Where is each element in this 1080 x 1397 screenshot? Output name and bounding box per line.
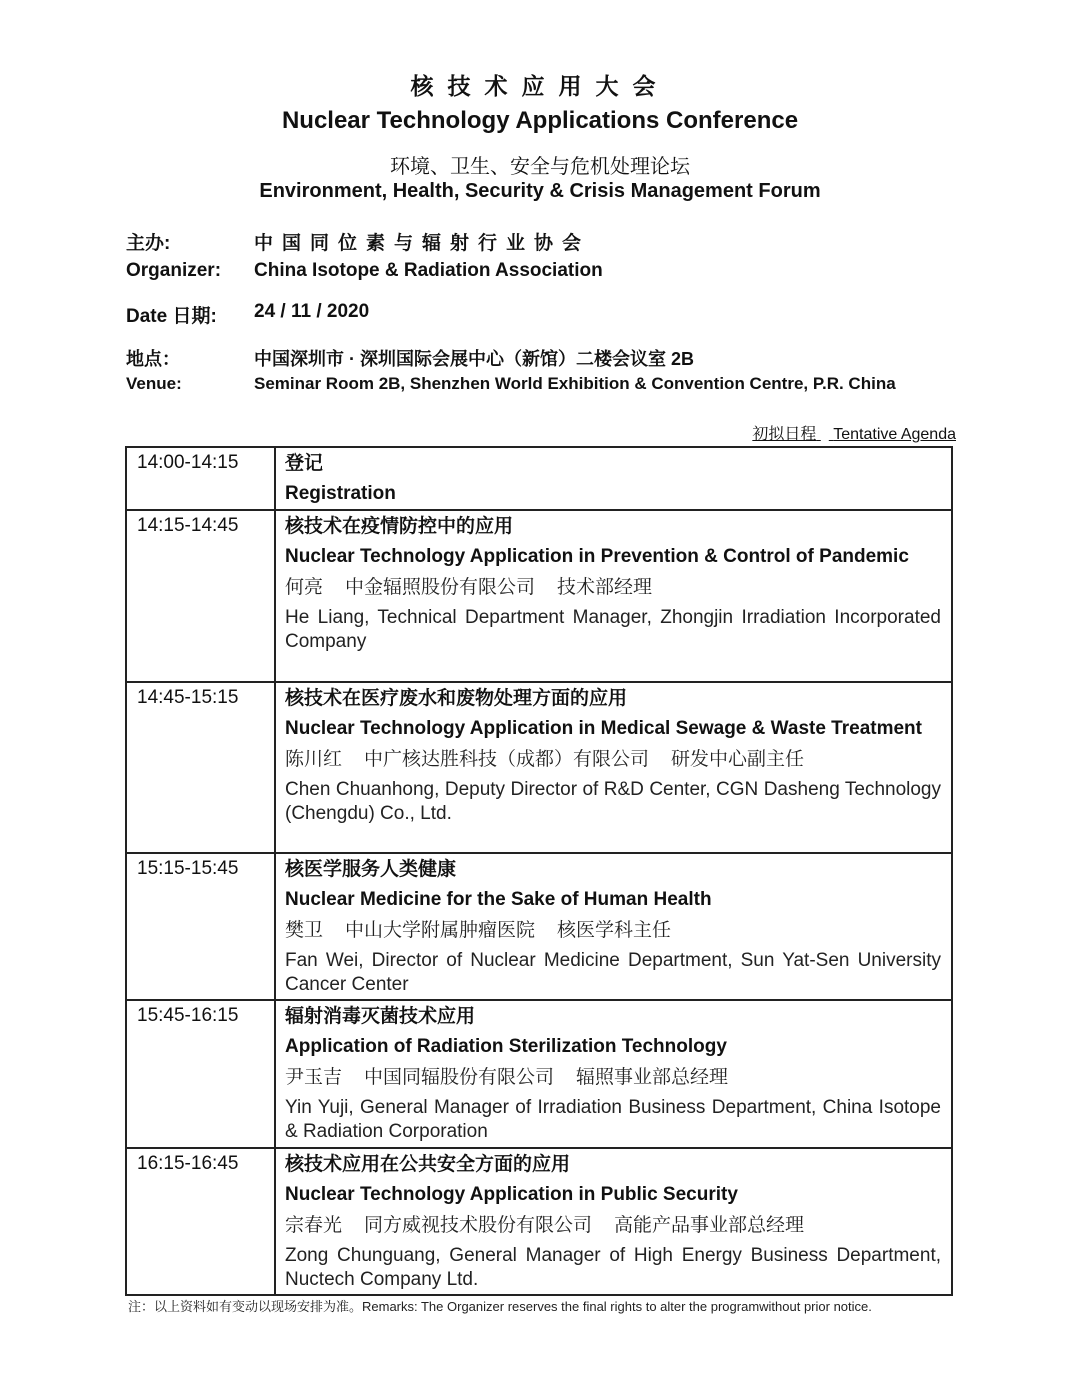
venue-en-label: Venue: (126, 374, 182, 393)
speaker-name-cn: 陈川红 (285, 749, 343, 770)
date-label: Date 日期: (126, 306, 217, 327)
forum-title-en: Environment, Health, Security & Crisis Management Forum (259, 180, 821, 202)
session-title-en: Registration (285, 483, 396, 504)
session-time: 15:15-15:45 (126, 853, 275, 1000)
speaker-cn (285, 919, 941, 943)
conference-title-en: Nuclear Technology Applications Conference (281, 107, 799, 134)
speaker-cn (285, 748, 941, 772)
speaker-name-cn: 樊卫 (285, 920, 324, 941)
date-value: 24 / 11 / 2020 (254, 301, 370, 322)
speaker-org-cn: 中国同辐股份有限公司 (364, 1067, 555, 1088)
speaker-org-cn: 同方威视技术股份有限公司 (364, 1215, 593, 1236)
speaker-role-cn: 核医学科主任 (557, 920, 672, 941)
tentative-cn: 初拟日程 (752, 426, 817, 443)
session-title-en: Nuclear Medicine for the Sake of Human Health (285, 889, 712, 910)
session-title-cn: 登记 (285, 453, 324, 474)
organizer-label: Organizer: (126, 260, 222, 281)
session-title-cn: 核技术在疫情防控中的应用 (285, 516, 514, 537)
tentative-en: Tentative Agenda (833, 426, 956, 443)
session-title-en: Nuclear Technology Application in Public Security (285, 1184, 738, 1205)
organizer-value: China Isotope & Radiation Association (254, 260, 603, 281)
speaker-en: Yin Yuji, General Manager of Irradiation Business Department, China Isotope & Radiation Corporation (285, 1097, 941, 1142)
table-row (126, 682, 952, 853)
venue-cn-label: 地点： (126, 349, 180, 369)
speaker-en: Fan Wei, Director of Nuclear Medicine Department, Sun Yat-Sen University Cancer Center (285, 950, 941, 995)
table-row (126, 1000, 952, 1148)
host-label: 主办: (126, 233, 171, 254)
speaker-cn (285, 1214, 941, 1238)
speaker-role-cn: 高能产品事业部总经理 (614, 1215, 805, 1236)
tentative-agenda-label (752, 421, 956, 444)
table-row (126, 853, 952, 1000)
conference-title-cn: 核技术应用大会 (410, 73, 670, 99)
speaker-en: He Liang, Technical Department Manager, Zhongjin Irradiation Incorporated Company (285, 607, 941, 652)
session-title-cn: 辐射消毒灭菌技术应用 (285, 1006, 476, 1027)
speaker-name-cn: 尹玉吉 (285, 1067, 343, 1088)
session-content (275, 682, 952, 853)
session-content (275, 853, 952, 1000)
table-row (126, 1148, 952, 1295)
session-time: 14:45-15:15 (126, 682, 275, 853)
session-content (275, 447, 952, 510)
speaker-role-cn: 辐照事业部总经理 (576, 1067, 729, 1088)
venue-en-value: Seminar Room 2B, Shenzhen World Exhibition & Convention Centre, P.R. China (254, 374, 896, 393)
speaker-cn (285, 576, 941, 600)
session-title-cn: 核技术应用在公共安全方面的应用 (285, 1154, 571, 1175)
agenda-table (125, 446, 953, 1296)
speaker-name-cn: 宗春光 (285, 1215, 343, 1236)
table-row (126, 447, 952, 510)
session-content (275, 1148, 952, 1295)
speaker-org-cn: 中山大学附属肿瘤医院 (345, 920, 536, 941)
session-title-cn: 核医学服务人类健康 (285, 859, 457, 880)
session-time: 14:15-14:45 (126, 510, 275, 682)
speaker-en: Chen Chuanhong, Deputy Director of R&D Center, CGN Dasheng Technology (Chengdu) Co., Ltd. (285, 779, 941, 824)
footnote: 注：以上资料如有变动以现场安排为准。Remarks: The Organizer reserves the final rights to alter the programwithout prior notice. (128, 1299, 872, 1314)
session-content (275, 1000, 952, 1148)
speaker-role-cn: 研发中心副主任 (671, 749, 805, 770)
speaker-cn (285, 1066, 941, 1090)
speaker-org-cn: 中广核达胜科技（成都）有限公司 (364, 749, 650, 770)
speaker-role-cn: 技术部经理 (557, 577, 653, 598)
session-title-en: Application of Radiation Sterilization Technology (285, 1036, 727, 1057)
forum-title-cn: 环境、卫生、安全与危机处理论坛 (390, 156, 690, 178)
table-row (126, 510, 952, 682)
session-time: 16:15-16:45 (126, 1148, 275, 1295)
session-title-cn: 核技术在医疗废水和废物处理方面的应用 (285, 688, 628, 709)
session-time: 15:45-16:15 (126, 1000, 275, 1148)
host-value: 中国同位素与辐射行业协会 (254, 233, 591, 254)
session-title-en: Nuclear Technology Application in Prevention & Control of Pandemic (285, 546, 909, 567)
speaker-name-cn: 何亮 (285, 577, 324, 598)
session-content (275, 510, 952, 682)
speaker-org-cn: 中金辐照股份有限公司 (345, 577, 536, 598)
speaker-en: Zong Chunguang, General Manager of High Energy Business Department, Nuctech Company Ltd. (285, 1245, 941, 1290)
session-time: 14:00-14:15 (126, 447, 275, 510)
session-title-en: Nuclear Technology Application in Medical Sewage & Waste Treatment (285, 718, 922, 739)
venue-cn-value: 中国深圳市 · 深圳国际会展中心（新馆）二楼会议室 2B (254, 349, 695, 369)
